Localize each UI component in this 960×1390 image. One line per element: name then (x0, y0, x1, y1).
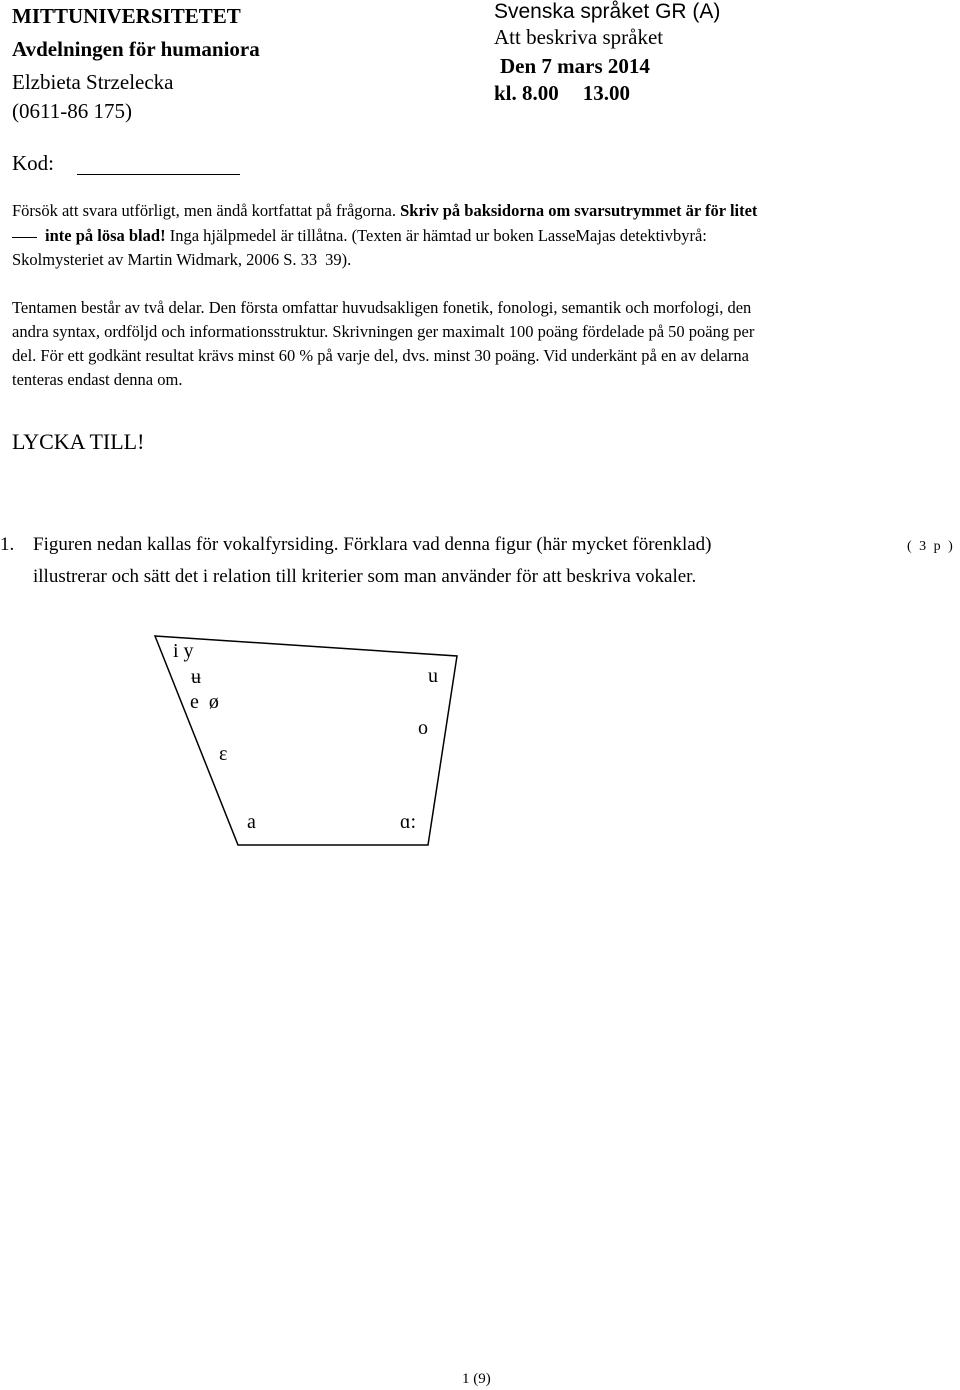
good-luck: LYCKA TILL! (12, 429, 145, 454)
exam-time-from: kl. 8.00 (494, 81, 559, 105)
instructions-source-end: 39). (325, 250, 352, 269)
page-number: 1 (9) (462, 1371, 491, 1387)
instructions-bold-2: inte på lösa blad! (45, 226, 166, 245)
vowel-e-oslash: e ø (190, 691, 219, 713)
structure-line-3: del. För ett godkänt resultat krävs minst 60 % på varje del, dvs. minst 30 poäng. Vid underkänt på en av delarna (12, 346, 749, 365)
course-name: Svenska språket GR (A) (494, 0, 721, 23)
vowel-i-y: i y (173, 640, 194, 662)
exam-date: Den 7 mars 2014 (500, 54, 650, 78)
question-1-line-2: illustrerar och sätt det i relation till kriterier som man använder för att beskriva vokaler. (33, 566, 697, 587)
teacher-name: Elzbieta Strzelecka (12, 70, 174, 94)
code-label: Kod: (12, 151, 54, 175)
exam-subject: Att beskriva språket (494, 25, 664, 49)
structure-line-1: Tentamen består av två delar. Den första omfattar huvudsakligen fonetik, fonologi, semantik och morfologi, den (12, 298, 752, 317)
department-name: Avdelningen för humaniora (12, 37, 260, 61)
structure-line-4: tenteras endast denna om. (12, 370, 183, 389)
exam-time-to: 13.00 (582, 81, 631, 105)
vowel-o: o (418, 717, 428, 739)
vowel-u: u (428, 665, 438, 687)
instructions-normal-1: Försök att svara utförligt, men ändå kortfattat på frågorna. (12, 201, 396, 220)
teacher-phone: (0611-86 175) (12, 99, 132, 123)
institution-name: MITTUNIVERSITETET (12, 4, 241, 28)
question-1-number: 1. (0, 534, 15, 555)
vowel-open-e: ɛ (219, 743, 228, 765)
structure-line-2: andra syntax, ordföljd och informationsstruktur. Skrivningen ger maximalt 100 poäng fördelade på 50 poäng per (12, 322, 755, 341)
vowel-a: a (247, 811, 256, 833)
vowel-barred-u: ʉ (191, 666, 201, 688)
instructions-normal-2: Inga hjälpmedel är tillåtna. (Texten är hämtad ur boken LasseMajas detektivbyrå: (169, 226, 707, 245)
vowel-script-a-long: ɑ: (400, 811, 417, 833)
question-1-points: ( 3 p ) (907, 539, 955, 554)
instructions-source: Skolmysteriet av Martin Widmark, 2006 S. 33 (12, 250, 318, 269)
instructions-bold-1: Skriv på baksidorna om svarsutrymmet är för litet (400, 201, 758, 220)
question-1-line-1: Figuren nedan kallas för vokalfyrsiding. Förklara vad denna figur (här mycket förenklad) (33, 534, 712, 555)
